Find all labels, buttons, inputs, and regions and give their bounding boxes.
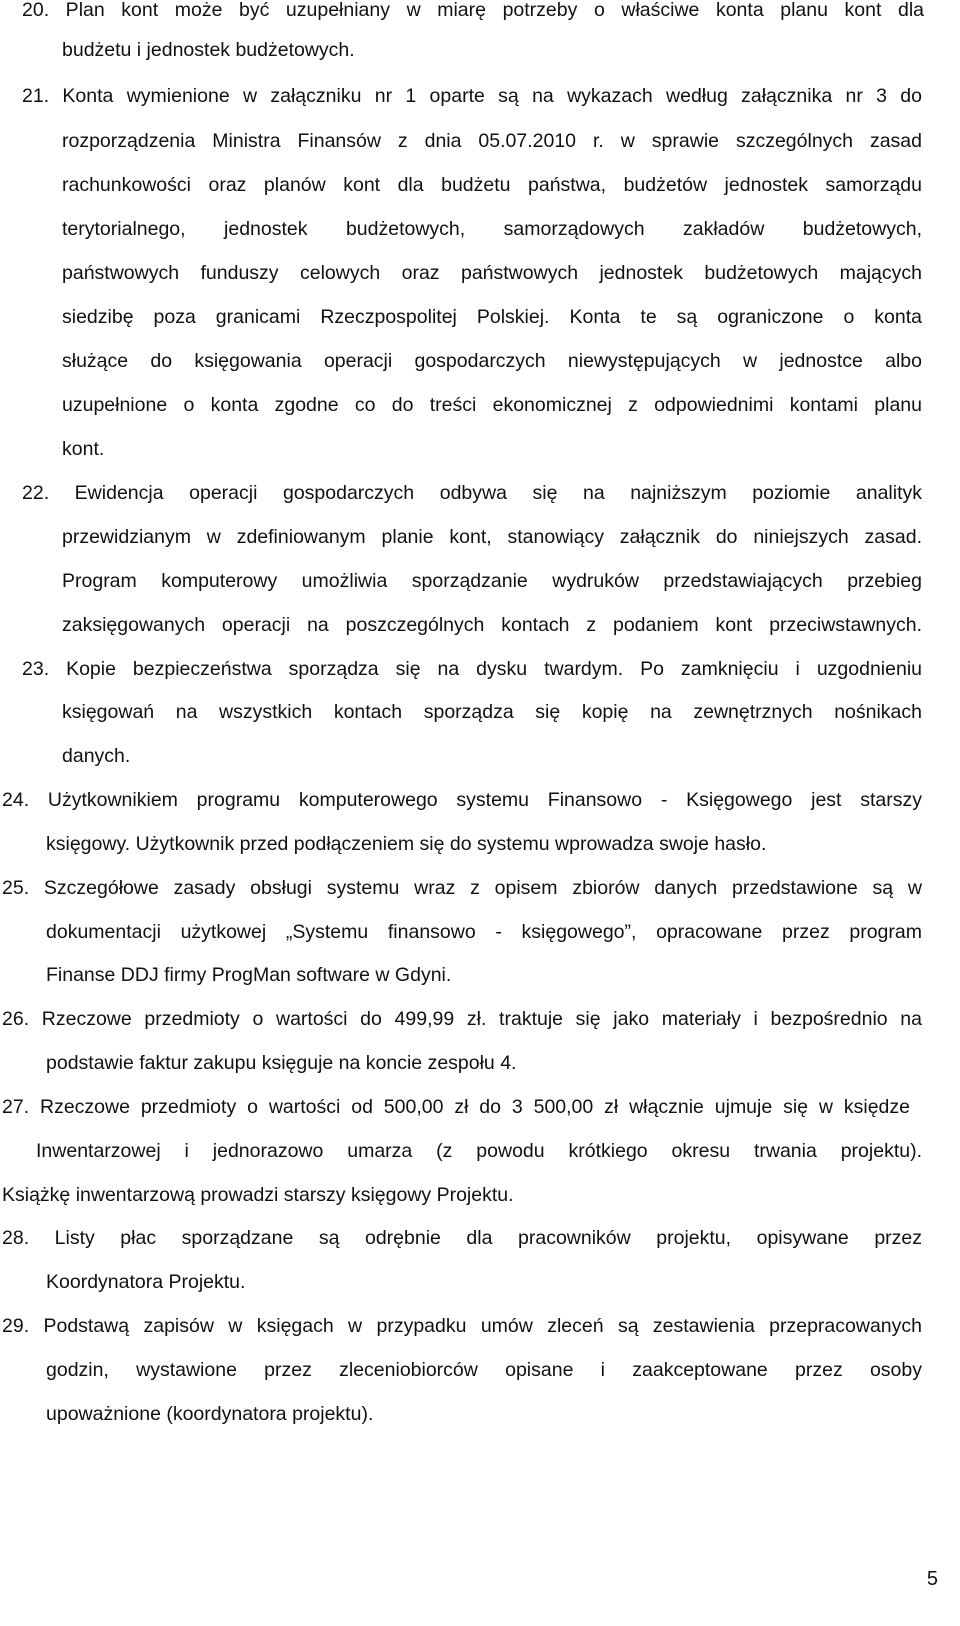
text-line: Koordynatora Projektu. <box>46 1271 246 1293</box>
text-line: 29. Podstawą zapisów w księgach w przypadku umów zleceń są zestawienia przepracowanych <box>2 1315 922 1337</box>
text-line: danych. <box>62 745 131 767</box>
text-line: 27. Rzeczowe przedmioty o wartości od 500,00 zł do 3 500,00 zł włącznie ujmuje się w księdze <box>2 1096 910 1118</box>
text-line: służące do księgowania operacji gospodarczych niewystępujących w jednostce albo <box>62 350 922 372</box>
text-line: 24. Użytkownikiem programu komputerowego systemu Finansowo - Księgowego jest starszy <box>2 789 922 811</box>
text-line: 25. Szczegółowe zasady obsługi systemu wraz z opisem zbiorów danych przedstawione są w <box>2 877 922 899</box>
text-line: księgowy. Użytkownik przed podłączeniem się do systemu wprowadza swoje hasło. <box>46 833 767 855</box>
text-line: 28. Listy płac sporządzane są odrębnie dla pracowników projektu, opisywane przez <box>2 1227 922 1249</box>
text-line: zaksięgowanych operacji na poszczególnych kontach z podaniem kont przeciwstawnych. <box>62 614 922 636</box>
text-line: podstawie faktur zakupu księguje na koncie zespołu 4. <box>46 1052 517 1074</box>
text-line: Książkę inwentarzową prowadzi starszy księgowy Projektu. <box>2 1184 514 1206</box>
text-line: państwowych funduszy celowych oraz państwowych jednostek budżetowych mających <box>62 262 922 284</box>
text-line: budżetu i jednostek budżetowych. <box>62 39 355 61</box>
text-line: rachunkowości oraz planów kont dla budżetu państwa, budżetów jednostek samorządu <box>62 174 922 196</box>
text-line: kont. <box>62 438 105 460</box>
text-line: rozporządzenia Ministra Finansów z dnia 05.07.2010 r. w sprawie szczególnych zasad <box>62 130 922 152</box>
text-line: godzin, wystawione przez zleceniobiorców opisane i zaakceptowane przez osoby <box>46 1359 922 1381</box>
page-number: 5 <box>926 1568 938 1590</box>
text-line: Program komputerowy umożliwia sporządzanie wydruków przedstawiających przebieg <box>62 570 922 592</box>
text-line: uzupełnione o konta zgodne co do treści ekonomicznej z odpowiednimi kontami planu <box>62 394 922 416</box>
text-line: Finanse DDJ firmy ProgMan software w Gdyni. <box>46 964 452 986</box>
text-line: 26. Rzeczowe przedmioty o wartości do 499,99 zł. traktuje się jako materiały i bezpośrednio na <box>2 1008 922 1030</box>
text-line: 22. Ewidencja operacji gospodarczych odbywa się na najniższym poziomie analityk <box>22 482 922 504</box>
text-line: upoważnione (koordynatora projektu). <box>46 1403 374 1425</box>
text-line: przewidzianym w zdefiniowanym planie kont, stanowiący załącznik do niniejszych zasad. <box>62 526 922 548</box>
text-line: 21. Konta wymienione w załączniku nr 1 oparte są na wykazach według załącznika nr 3 do <box>22 85 922 107</box>
text-line: terytorialnego, jednostek budżetowych, samorządowych zakładów budżetowych, <box>62 218 922 240</box>
text-line: 23. Kopie bezpieczeństwa sporządza się na dysku twardym. Po zamknięciu i uzgodnieniu <box>22 658 922 680</box>
text-line: księgowań na wszystkich kontach sporządza się kopię na zewnętrznych nośnikach <box>62 701 922 723</box>
text-line: dokumentacji użytkowej „Systemu finansowo - księgowego”, opracowane przez program <box>46 921 922 943</box>
text-line: 20. Plan kont może być uzupełniany w miarę potrzeby o właściwe konta planu kont dla <box>22 0 924 21</box>
text-line: Inwentarzowej i jednorazowo umarza (z powodu krótkiego okresu trwania projektu). <box>36 1140 922 1162</box>
text-line: siedzibę poza granicami Rzeczpospolitej Polskiej. Konta te są ograniczone o konta <box>62 306 922 328</box>
